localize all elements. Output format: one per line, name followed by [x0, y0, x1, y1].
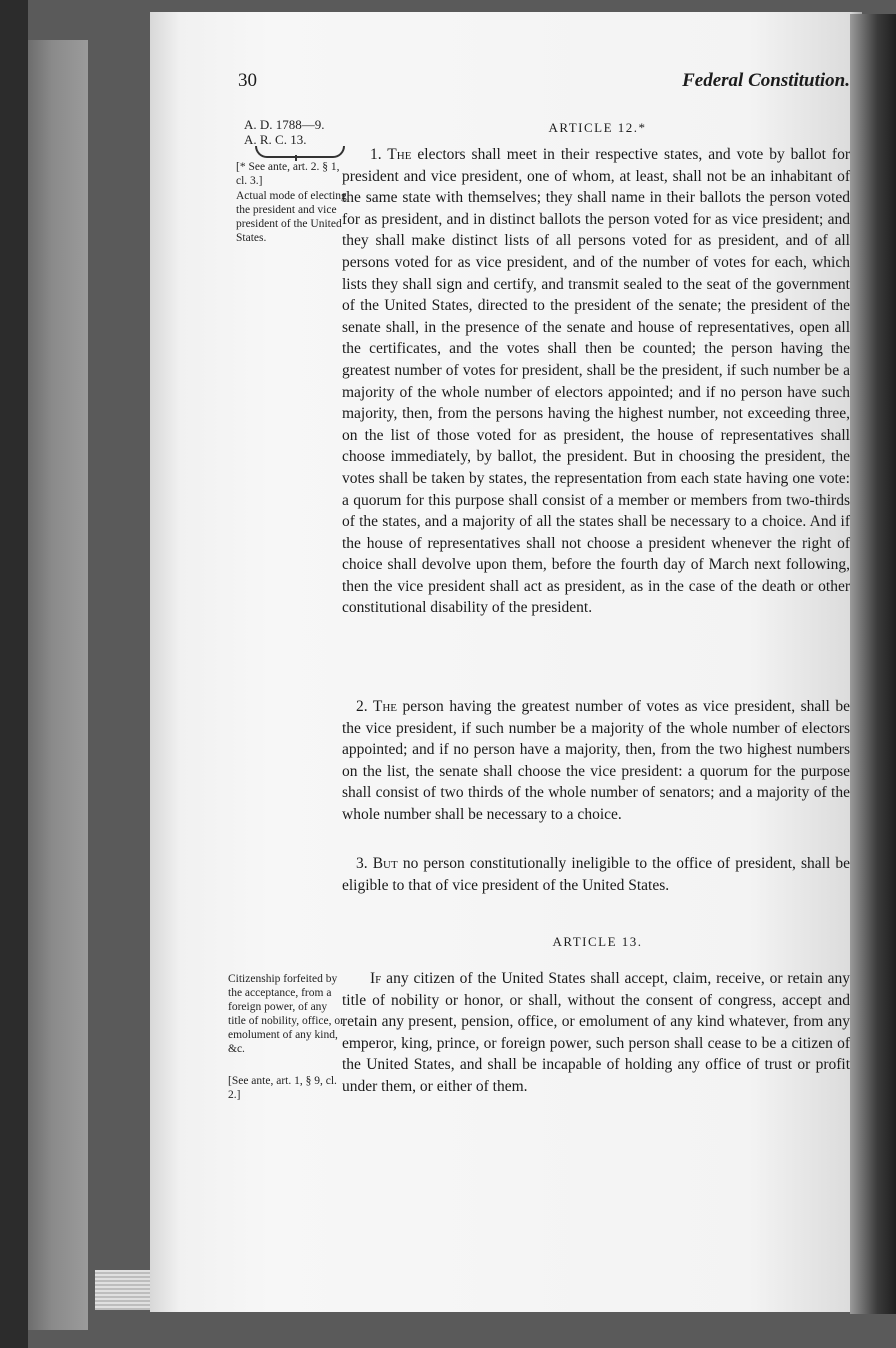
running-title: Federal Constitution.: [682, 70, 850, 91]
article12-p2-body: person having the greatest number of votes as vice president, shall be the vice president, if such number be a majority of the whole number of electors appointed; and if no person have a majority, then, from the two highest numbers on the list, the senate shall choose the vice president: a quorum for the purpose shall consist of two thirds of the whole number of senators; and a majority of the whole number shall be necessary to a choice.: [342, 698, 850, 823]
brace-mark: [255, 146, 345, 158]
article12-p3-body: no person constitutionally ineligible to the office of president, shall be eligible to that of vice president of the United States.: [342, 855, 850, 894]
article13-heading: ARTICLE 13.: [552, 934, 643, 949]
margin-see-ante-1: [* See ante, art. 2. § 1, cl. 3.]: [236, 161, 340, 187]
page-gutter-shadow: [850, 14, 896, 1314]
margin-dates: [244, 117, 325, 147]
article12-paragraph2: [342, 696, 850, 826]
page-number: 30: [238, 70, 257, 91]
article12-paragraph3: [342, 853, 850, 896]
running-head: [238, 70, 850, 100]
article12-paragraph1: [342, 144, 850, 619]
article13-p1-body: any citizen of the United States shall accept, claim, receive, or retain any title of nobility or honor, or shall, without the consent of congress, accept and retain any present, pension, office, or emolument of any kind whatever, from any emperor, king, prince, or foreign power, such person shall cease to be a citizen of the United States, and shall be incapable of holding any office of trust or profit under them, or either of them.: [342, 970, 850, 1095]
article12-p2-lead: 2. The: [356, 698, 397, 715]
margin-date-ad: A. D. 1788—9.: [244, 117, 325, 132]
margin-note-article12: Actual mode of electing the president and vice president of the United States.: [236, 190, 347, 244]
margin-see-ante-2: [See ante, art. 1, § 9, cl. 2.]: [228, 1075, 337, 1101]
article13-paragraph1: [342, 968, 850, 1098]
article13-p1-lead: If: [370, 970, 382, 987]
book-cover-edge: [28, 40, 88, 1330]
margin-date-arc: A. R. C. 13.: [244, 132, 307, 147]
article12-p1-lead: 1. The: [370, 146, 412, 163]
article12-heading: ARTICLE 12.*: [548, 120, 647, 135]
margin-note-article13: Citizenship forfeited by the acceptance, from a foreign power, of any title of nobility, office, or emolument of any kind, &c.: [228, 973, 344, 1055]
article12-p1-body: electors shall meet in their respective states, and vote by ballot for president and vice president, one of whom, at least, shall not be an inhabitant of the same state with themselves; they shall name in their ballots the person voted for as president, and in distinct ballots the person voted for as vice president; and they shall make distinct lists of all persons voted for as president, and of all persons voted for as vice president, and of the number of votes for each, which lists they shall sign and certify, and transmit sealed to the seat of the government of the United States, directed to the president of the senate; the president of the senate shall, in the presence of the senate and house of representatives, open all the certificates, and the votes shall then be counted; the person having the greatest number of votes for president, shall be the president, if such number be a majority of the whole number of electors appointed; and if no person have such majority, then, from the persons having the highest number, not exceeding three, on the list of those voted for as president, the house of representatives shall choose immediately, by ballot, the president. But in choosing the president, the votes shall be taken by states, the representation from each state having one vote: a quorum for this purpose shall consist of a member or members from two-thirds of the states, and a majority of all the states shall be necessary to a choice. And if the house of representatives shall not choose a president whenever the right of choice shall devolve upon them, before the fourth day of March next following, then the vice president shall act as president, as in the case of the death or other constitutional disability of the president.: [342, 146, 850, 617]
article12-p3-lead: 3. But: [356, 855, 398, 872]
